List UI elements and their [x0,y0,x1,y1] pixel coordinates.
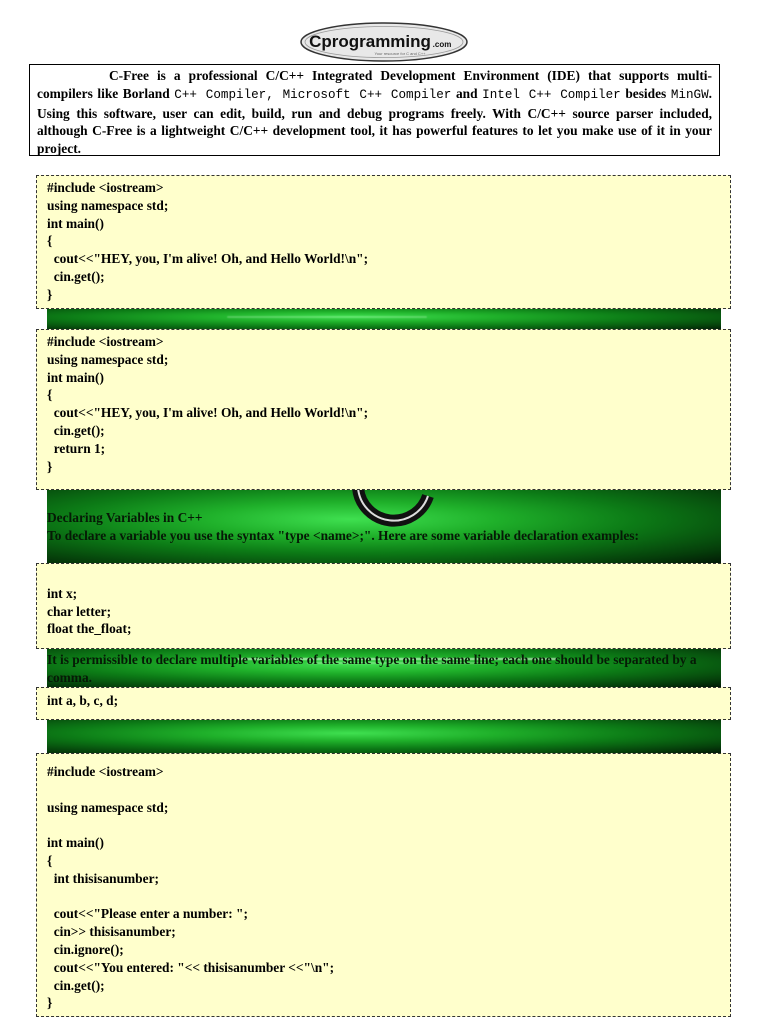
intro-text-4: . Using this software, user can edit, build, run and debug programs freely. With C/C++ source parser included, although C-Free is a lightweight C/C++ development tool, it has powerful features to let you make use of it in your project. [37,85,712,157]
code-block-multi: int a, b, c, d; [36,687,731,720]
green-background-4 [47,720,721,753]
code-block-hello: #include <iostream> using namespace std; int main() { cout<<"HEY, you, I'm alive! Oh, and Hello World!\n"; cin.get(); } [36,175,731,309]
multi-variable-paragraph: It is permissible to declare multiple variables of the same type on the same line; each one should be separated by a comma. [47,652,697,685]
cprogramming-logo [300,22,468,62]
intro-text-2: and [451,85,483,101]
intro-mono-3: MinGW [670,87,709,102]
intro-mono-2: Intel C++ Compiler [482,87,621,102]
intro-text-1: C-Free is a professional C/C++ Integrated Development Environment (IDE) that supports multi-compilers like Borland [37,68,712,101]
logo-text: Cprogramming [309,32,431,51]
intro-text-3: besides [620,85,671,101]
green-background-1 [47,308,721,330]
syntax-paragraph: To declare a variable you use the syntax "type <name>;". Here are some variable declaration examples: [47,528,639,543]
logo-tagline: Your resource for C and C++ [374,51,426,56]
intro-mono-1: C++ Compiler, Microsoft C++ Compiler [174,87,452,102]
section-heading: Declaring Variables in C++ [47,510,203,525]
logo-suffix: .com [432,40,452,49]
code-block-hello-return: #include <iostream> using namespace std; int main() { cout<<"HEY, you, I'm alive! Oh, and Hello World!\n"; cin.get(); return 1; } [36,329,731,490]
code-block-input: #include <iostream> using namespace std; int main() { int thisisanumber; cout<<"Please enter a number: "; cin>> thisisanumber; cin.ignore(); cout<<"You entered: "<< thisisanumber <<"\n"; cin.get(); } [36,753,731,1017]
code-block-declarations: int x; char letter; float the_float; [36,563,731,649]
intro-paragraph [29,64,720,156]
